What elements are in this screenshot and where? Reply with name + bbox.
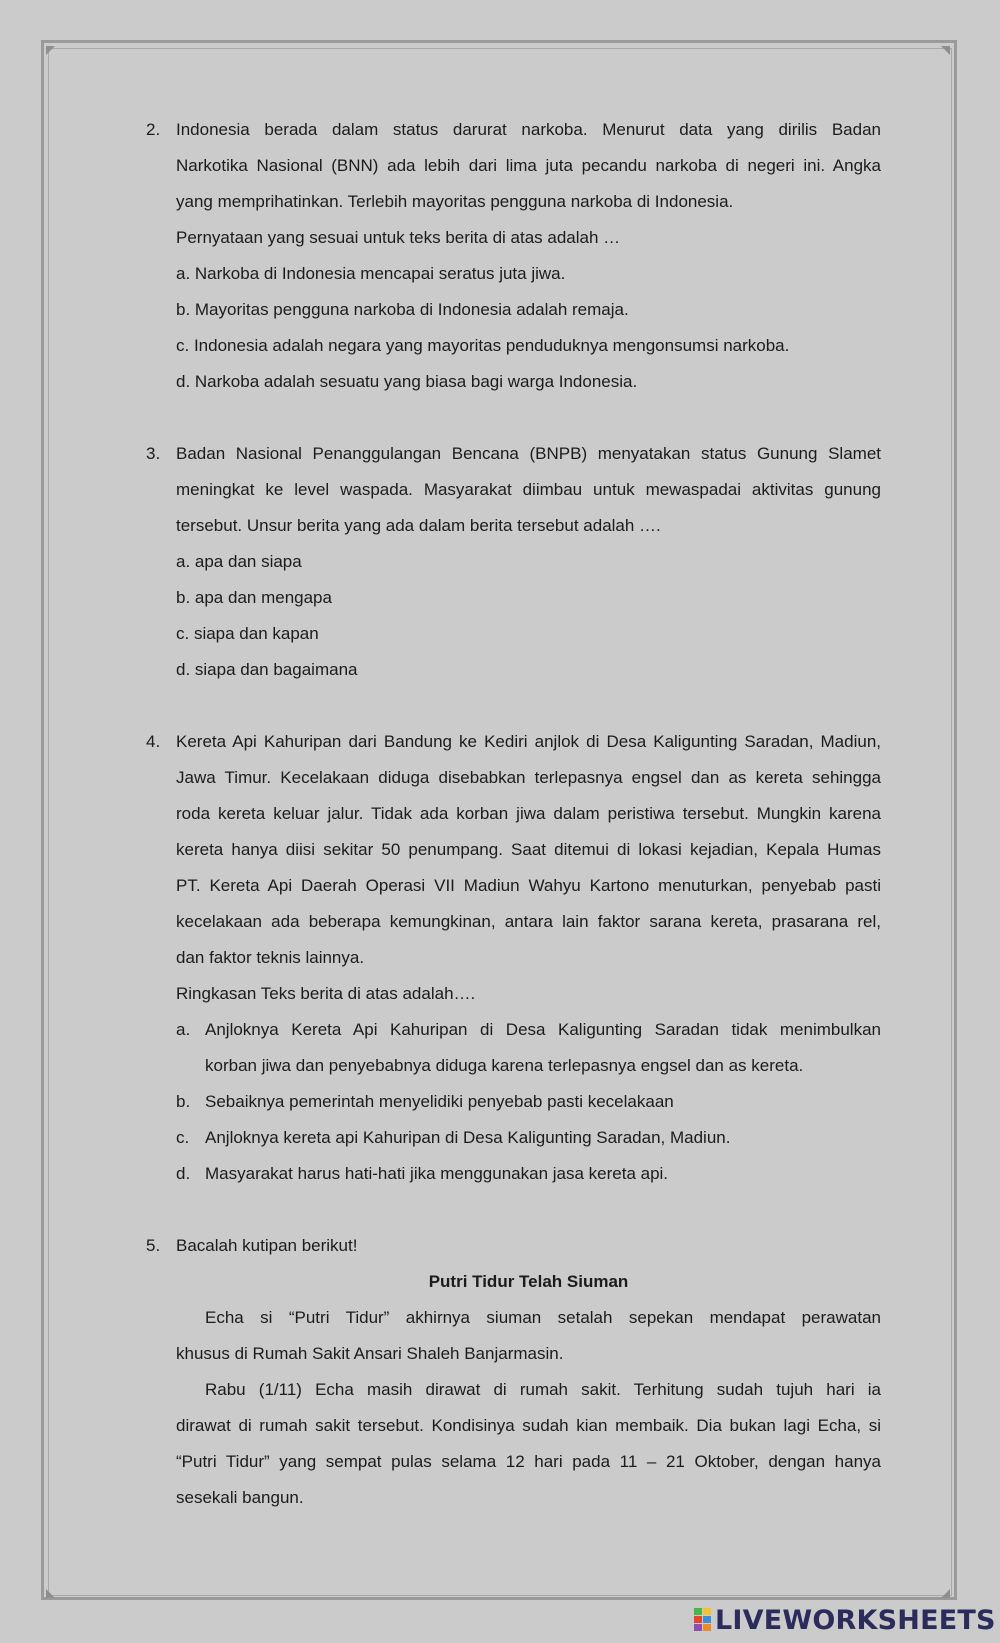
question-text-line: Kereta Api Kahuripan dari Bandung ke Kediri anjlok di Desa Kaligunting Saradan, Madiun, [176,731,881,751]
corner-ornament [941,46,950,55]
answer-option[interactable]: Sebaiknya pemerintah menyelidiki penyebab pasti kecelakaan [205,1091,674,1111]
question-number: 4. [146,731,161,751]
worksheet-content [146,112,881,1516]
excerpt-text-line: “Putri Tidur” yang sempat pulas selama 12 hari pada 11 – 21 Oktober, dengan hanya [176,1451,881,1471]
question-text-line: dan faktor teknis lainnya. [176,947,365,967]
question-4 [146,724,881,1192]
option-label: d. [176,1163,191,1183]
liveworksheets-logo-text: LIVEWORKSHEETS [715,1604,996,1636]
answer-option[interactable]: Anjloknya Kereta Api Kahuripan di Desa Kaligunting Saradan tidak menimbulkan [205,1019,881,1039]
answer-option[interactable]: b. apa dan mengapa [176,587,332,607]
question-prompt: Pernyataan yang sesuai untuk teks berita di atas adalah … [176,227,621,247]
answer-option-continued[interactable]: korban jiwa dan penyebabnya diduga karena terlepasnya engsel dan as kereta. [205,1055,804,1075]
answer-option[interactable]: c. Indonesia adalah negara yang mayoritas penduduknya mengonsumsi narkoba. [176,335,790,355]
question-text-line: meningkat ke level waspada. Masyarakat diimbau untuk mewaspadai aktivitas gunung [176,479,881,499]
liveworksheets-logo[interactable] [694,1602,996,1638]
question-text-line: kereta hanya diisi sekitar 50 penumpang. Saat ditemui di lokasi kejadian, Kepala Humas [176,839,881,859]
question-instruction: Bacalah kutipan berikut! [176,1235,358,1255]
answer-option[interactable]: Masyarakat harus hati-hati jika menggunakan jasa kereta api. [205,1163,669,1183]
answer-option[interactable]: d. siapa dan bagaimana [176,659,358,679]
excerpt-text-line: dirawat di rumah sakit tersebut. Kondisinya sudah kian membaik. Dia bukan lagi Echa, si [176,1415,881,1435]
excerpt-title: Putri Tidur Telah Siuman [428,1271,629,1291]
option-label: c. [176,1127,190,1147]
corner-ornament [46,46,55,55]
question-text-line: Narkotika Nasional (BNN) ada lebih dari lima juta pecandu narkoba di negeri ini. Angka [176,155,881,175]
question-text-line: Jawa Timur. Kecelakaan diduga disebabkan terlepasnya engsel dan as kereta sehingga [176,767,881,787]
option-label: b. [176,1091,191,1111]
question-number: 3. [146,443,161,463]
question-prompt: Ringkasan Teks berita di atas adalah…. [176,983,476,1003]
answer-option[interactable]: Anjloknya kereta api Kahuripan di Desa Kaligunting Saradan, Madiun. [205,1127,731,1147]
question-number: 2. [146,119,161,139]
question-text-line: yang memprihatinkan. Terlebih mayoritas pengguna narkoba di Indonesia. [176,191,734,211]
corner-ornament [941,1589,950,1598]
question-number: 5. [146,1235,161,1255]
question-text-line: PT. Kereta Api Daerah Operasi VII Madiun Wahyu Kartono menuturkan, penyebab pasti [176,875,881,895]
question-text-line: kecelakaan ada beberapa kemungkinan, antara lain faktor sarana kereta, prasarana rel, [176,911,881,931]
question-2 [146,112,881,400]
answer-option[interactable]: d. Narkoba adalah sesuatu yang biasa bagi warga Indonesia. [176,371,638,391]
question-text-line: Badan Nasional Penanggulangan Bencana (BNPB) menyatakan status Gunung Slamet [176,443,881,463]
question-text-line: tersebut. Unsur berita yang ada dalam berita tersebut adalah …. [176,515,661,535]
question-3 [146,436,881,688]
question-text-line: roda kereta keluar jalur. Tidak ada korban jiwa dalam peristiwa tersebut. Mungkin karena [176,803,881,823]
question-5 [146,1228,881,1516]
excerpt-text-line: sesekali bangun. [176,1487,304,1507]
liveworksheets-logo-icon [694,1608,712,1632]
option-label: a. [176,1019,191,1039]
question-text-line: Indonesia berada dalam status darurat narkoba. Menurut data yang dirilis Badan [176,119,881,139]
answer-option[interactable]: c. siapa dan kapan [176,623,319,643]
corner-ornament [46,1589,55,1598]
excerpt-text-line: khusus di Rumah Sakit Ansari Shaleh Banjarmasin. [176,1343,564,1363]
answer-option[interactable]: a. apa dan siapa [176,551,302,571]
answer-option[interactable]: a. Narkoba di Indonesia mencapai seratus juta jiwa. [176,263,566,283]
excerpt-text-line: Rabu (1/11) Echa masih dirawat di rumah sakit. Terhitung sudah tujuh hari ia [205,1379,881,1399]
excerpt-text-line: Echa si “Putri Tidur” akhirnya siuman setalah sepekan mendapat perawatan [205,1307,881,1327]
answer-option[interactable]: b. Mayoritas pengguna narkoba di Indonesia adalah remaja. [176,299,629,319]
